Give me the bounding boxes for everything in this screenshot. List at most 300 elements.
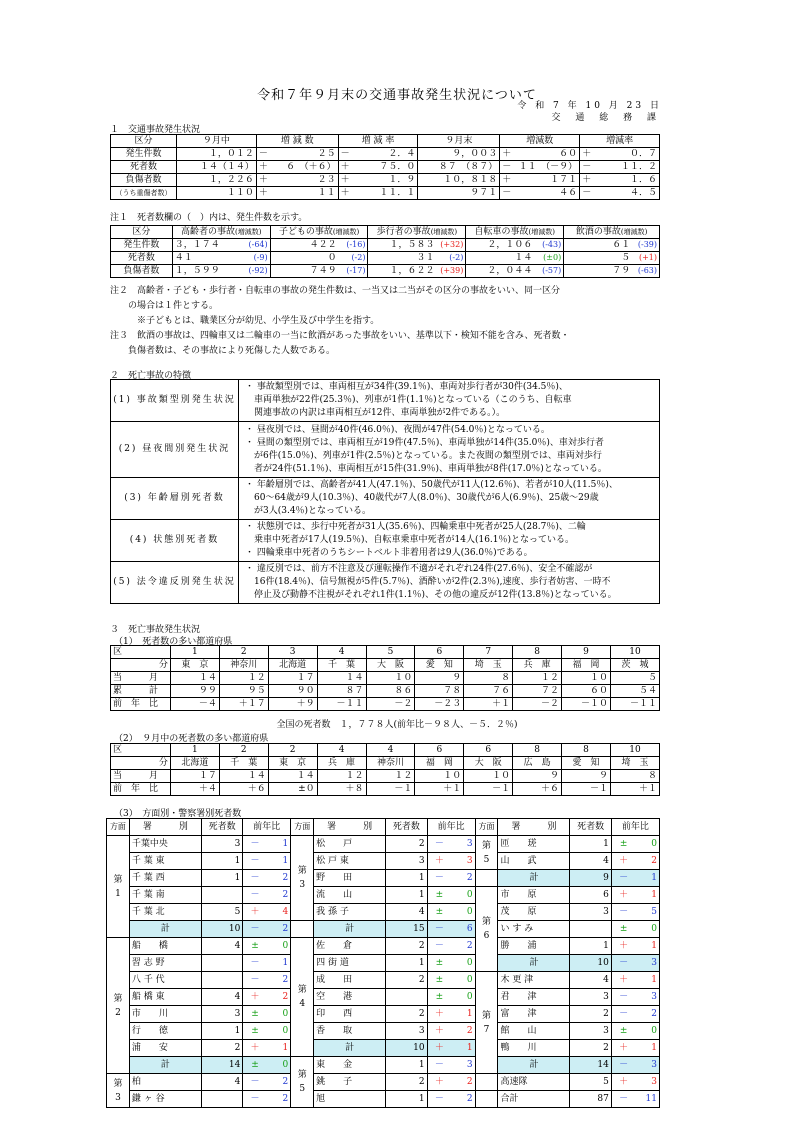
station-name: 計 [314, 1040, 386, 1057]
header-cell: 前年比 [611, 819, 659, 836]
value-cell: １２ [513, 672, 562, 685]
category-value: ２，１０６ [487, 240, 533, 250]
category-diff: (+1) [638, 253, 657, 262]
value-cell: ＋１ [464, 698, 513, 711]
station-name: 茂 原 [498, 904, 570, 921]
sign: － [582, 162, 592, 172]
rank-cell: 8 [562, 744, 611, 757]
value: １．９ [388, 175, 416, 185]
station-diff-value: 0 [451, 887, 475, 904]
station-deaths: 2 [570, 1006, 611, 1023]
value-cell: １０ [415, 770, 464, 783]
station-diff-sign: － [611, 904, 635, 921]
september-diff [256, 161, 338, 174]
station-diff-sign: ± [611, 921, 635, 938]
september-value: １１０ [176, 187, 256, 200]
prefecture-row [111, 659, 660, 672]
header-main: 歩行者の事故 [376, 227, 431, 237]
category-value: ０ [327, 253, 337, 263]
category-cell [466, 265, 564, 278]
sign: ＋ [582, 149, 592, 159]
category-cell [466, 239, 564, 252]
value-cell: １２ [366, 770, 415, 783]
station-name: 東 金 [314, 1057, 386, 1074]
value-row [111, 685, 660, 698]
category-cell [564, 252, 660, 265]
sign: － [340, 149, 350, 159]
station-diff-sign: ＋ [611, 1040, 635, 1057]
station-row [107, 972, 660, 989]
station-diff-sign: － [243, 836, 267, 853]
category-diff: (-92) [248, 266, 268, 275]
station-name: 千 葉 西 [129, 870, 201, 887]
value-cell: １２ [317, 770, 366, 783]
station-name: 松 戸 [314, 836, 386, 853]
rank-cell: 8 [513, 646, 562, 659]
station-diff-sign: － [611, 955, 635, 972]
feature-line: が6件(15.0％)、列車が1件(2.5％)となっている。また夜間の類型別では、車両対歩行 [245, 450, 602, 461]
station-diff-value: 0 [451, 972, 475, 989]
station-diff-value: 1 [451, 1040, 475, 1057]
rank-cell: 6 [415, 744, 464, 757]
station-diff-value: 2 [451, 938, 475, 955]
prefecture-cell: 北海道 [268, 659, 317, 672]
feature-line: ・ 違反別では、前方不注意及び運転操作不適がそれぞれ24件(27.6％)、安全不確認が [245, 564, 593, 574]
station-name: 計 [498, 1057, 570, 1074]
value-cell: １７ [170, 770, 219, 783]
category-diff: (+32) [440, 240, 464, 249]
station-diff-sign: ＋ [427, 1006, 451, 1023]
station-deaths: 1 [570, 938, 611, 955]
station-name: 松 戸 東 [314, 853, 386, 870]
value-cell: －１１ [610, 698, 659, 711]
area-cell [107, 836, 130, 938]
station-diff-value: 0 [267, 938, 291, 955]
value-cell: －１１ [317, 698, 366, 711]
feature-label: (3) 年齢層別死者数 [111, 478, 239, 520]
value-label: 当 月 [111, 770, 171, 783]
header-cell: 方面 [107, 819, 130, 836]
station-name: 佐 倉 [314, 938, 386, 955]
prefecture-cell: 東 京 [268, 757, 317, 770]
header-cell: 増 減 率 [338, 135, 418, 148]
station-row [107, 989, 660, 1006]
september-diff [256, 187, 338, 200]
station-name: 習 志 野 [129, 955, 201, 972]
station-deaths: 1 [570, 836, 611, 853]
prefecture-cell: 兵 庫 [317, 757, 366, 770]
station-deaths: 2 [386, 938, 427, 955]
station-diff-sign: － [611, 989, 635, 1006]
station-diff-value: 1 [635, 1040, 659, 1057]
station-deaths [201, 1091, 242, 1108]
station-deaths: 1 [201, 870, 242, 887]
header-main: 高齢者の事故 [180, 227, 235, 237]
station-name: 行 徳 [129, 1023, 201, 1040]
table-header-row [111, 226, 660, 239]
value-label: 累 計 [111, 685, 171, 698]
value: １１．２ [620, 162, 657, 172]
header-cell: 増減数 [500, 135, 580, 148]
area-cell [291, 938, 314, 1057]
total-value: １０，８１８ [418, 174, 500, 187]
value-cell: ＋１ [610, 783, 659, 796]
table-row [111, 187, 660, 200]
station-diff-sign: ＋ [243, 904, 267, 921]
prefecture-cell: 福 岡 [562, 659, 611, 672]
rank-row [111, 646, 660, 659]
station-diff-sign: ＋ [243, 989, 267, 1006]
station-diff-sign: － [611, 1006, 635, 1023]
category-cell [172, 239, 270, 252]
category-value: ２，０４４ [487, 266, 533, 276]
prefecture-cell: 神奈川 [366, 757, 415, 770]
station-deaths: 2 [386, 1074, 427, 1091]
feature-line: 60～64歳が9人(10.3％)、40歳代が7人(8.0％)、30歳代が6人(6.9％)、25歳～29歳 [245, 493, 599, 503]
station-name: 市 川 [129, 1006, 201, 1023]
prefecture-cell: 神奈川 [219, 659, 268, 672]
feature-text [239, 478, 660, 520]
station-name: 銚 子 [314, 1074, 386, 1091]
category-value: １，６２２ [389, 266, 435, 276]
station-diff-sign: － [611, 1091, 635, 1108]
category-cell [368, 239, 466, 252]
station-diff-value: 0 [267, 1057, 291, 1074]
september-diff [256, 148, 338, 161]
value-cell: ５ [610, 672, 659, 685]
station-deaths: 6 [570, 887, 611, 904]
category-value: ４１ [174, 253, 193, 263]
station-deaths: 3 [201, 836, 242, 853]
header-cell [368, 226, 466, 239]
station-diff-sign: ＋ [611, 938, 635, 955]
category-diff: (-2) [449, 253, 464, 262]
feature-line: 乗車中死者が17人(19.5％)、自転車乗車中死者が14人(16.1％)となっている。 [245, 535, 575, 545]
september-value: １４（１４） [176, 161, 256, 174]
station-diff-value: 1 [267, 955, 291, 972]
area-cell [291, 836, 314, 921]
station-diff-value: 2 [267, 870, 291, 887]
feature-line: ・ 年齢層別では、高齢者が41人(47.1％)、50歳代が11人(12.6％)、若者が10人(11.5％)、 [245, 480, 618, 490]
station-row [107, 904, 660, 921]
sign: ＋ [258, 188, 268, 198]
station-row [107, 1074, 660, 1091]
station-diff-sign: － [243, 1091, 267, 1108]
feature-line: ・ 昼夜別では、昼間が40件(46.0％)、夜間が47件(54.0％)となっている。 [245, 424, 550, 435]
category-diff: (-57) [542, 266, 562, 275]
value-row [111, 698, 660, 711]
feature-row [111, 478, 660, 520]
area-cell [291, 1057, 314, 1108]
value-cell: －１ [464, 783, 513, 796]
note3-line1: 注３ 飲酒の事故は、四輪車又は二輪車の一当に飲酒があった事故をいい、基準以下・検知不能を含み、死者数・ [110, 331, 570, 341]
station-name: 我 孫 子 [314, 904, 386, 921]
header-cell: ９月中 [176, 135, 256, 148]
header-main: 区分 [132, 227, 151, 237]
category-cell [368, 265, 466, 278]
prefecture-cell: 兵 庫 [513, 659, 562, 672]
feature-label: (2) 昼夜間別発生状況 [111, 422, 239, 478]
accident-category-table [110, 225, 660, 278]
area-cell [291, 921, 314, 938]
category-cell [466, 252, 564, 265]
area-label: 第 7 [482, 1010, 492, 1035]
station-diff-value: 3 [635, 955, 659, 972]
station-name: 成 田 [314, 972, 386, 989]
category-cell [270, 239, 368, 252]
station-diff-value: 0 [267, 1006, 291, 1023]
table-header-row [111, 135, 660, 148]
header-cell: 署 別 [314, 819, 386, 836]
value: １１ （－９） [518, 162, 578, 172]
station-deaths: 87 [570, 1091, 611, 1108]
value-cell: ７６ [464, 685, 513, 698]
station-diff-sign: － [427, 938, 451, 955]
prefecture-cell: 埼 玉 [610, 757, 659, 770]
value-cell: ＋１ [415, 783, 464, 796]
row-label: 発生件数 [111, 239, 173, 252]
sign: ＋ [502, 175, 512, 185]
station-row [107, 938, 660, 955]
value-cell: ６０ [562, 685, 611, 698]
header-cell: 署 別 [498, 819, 570, 836]
total-diff [500, 148, 580, 161]
station-diff-sign: － [243, 972, 267, 989]
header-cell [564, 226, 660, 239]
feature-text [239, 422, 660, 478]
value-cell: １０ [464, 770, 513, 783]
station-deaths: 3 [570, 989, 611, 1006]
value-cell: ９５ [219, 685, 268, 698]
station-name: 千 葉 東 [129, 853, 201, 870]
value: ６ （＋６） [286, 162, 336, 172]
value: ２５ [317, 149, 336, 159]
station-deaths: 4 [386, 904, 427, 921]
september-diff [256, 174, 338, 187]
value-cell: １４ [317, 672, 366, 685]
station-deaths [201, 955, 242, 972]
station-diff-value: 3 [451, 1057, 475, 1074]
note3-line2: 負傷者数は、その事故により死傷した人数である。 [110, 346, 336, 356]
station-name: い す み [498, 921, 570, 938]
station-deaths: 15 [386, 921, 427, 938]
feature-text [239, 562, 660, 604]
value-cell: １４ [219, 770, 268, 783]
station-diff-sign: － [243, 955, 267, 972]
national-deaths: 全国の死者数 １，７７８人(前年比－９８人、－５．２％) [276, 720, 518, 730]
station-name: 香 取 [314, 1023, 386, 1040]
september-value: １，２２６ [176, 174, 256, 187]
category-cell [172, 265, 270, 278]
station-name: 浦 安 [129, 1040, 201, 1057]
category-cell [564, 265, 660, 278]
area-label: 第 5 [297, 1070, 307, 1094]
station-deaths: 1 [201, 853, 242, 870]
header-cell [172, 226, 270, 239]
station-deaths: 4 [570, 853, 611, 870]
category-diff: (-2) [351, 253, 366, 262]
feature-text [239, 380, 660, 422]
station-name: 柏 [129, 1074, 201, 1091]
category-value: ７９ [612, 266, 631, 276]
feature-line: 16件(18.4％)、信号無視が5件(5.7％)、酒酔いが2件(2.3％),速度、歩行者妨害、一時不 [245, 577, 611, 587]
station-diff-value: 1 [267, 836, 291, 853]
header-cell: 死者数 [201, 819, 242, 836]
subsection3-1-heading: （1） 死者数の多い都道府県 [114, 637, 233, 647]
value: ４６ [559, 188, 578, 198]
prefecture-cell: 広 島 [513, 757, 562, 770]
station-deaths: 10 [201, 921, 242, 938]
station-diff-value: 1 [635, 870, 659, 887]
notes-block [110, 284, 670, 359]
header-sub: (増減数) [620, 228, 648, 236]
station-diff-value: 1 [451, 1006, 475, 1023]
september-rate [338, 148, 418, 161]
prefecture-cell: 茨 城 [610, 659, 659, 672]
station-diff-value: 2 [267, 1091, 291, 1108]
feature-line: ・ 状態別では、歩行中死者が31人(35.6％)、四輪乗車中死者が25人(28.7％)、二輪 [245, 522, 586, 532]
station-diff-value: 5 [635, 904, 659, 921]
value-cell: ＋４ [170, 783, 219, 796]
station-deaths: 9 [570, 870, 611, 887]
value-label: 前 年 比 [111, 698, 171, 711]
category-diff: (-17) [346, 266, 366, 275]
station-deaths: 1 [386, 870, 427, 887]
category-diff: (-64) [248, 240, 268, 249]
header-cell: 方面 [291, 819, 314, 836]
september-rate [338, 161, 418, 174]
station-diff-value: 1 [635, 887, 659, 904]
rank-cell: 6 [464, 744, 513, 757]
value-row [111, 783, 660, 796]
station-diff-sign: ± [427, 887, 451, 904]
station-diff-value: 2 [451, 1074, 475, 1091]
station-name: 千葉中央 [129, 836, 201, 853]
station-diff-sign: － [427, 870, 451, 887]
feature-row [111, 520, 660, 562]
station-deaths: 3 [386, 1023, 427, 1040]
feature-line: が3人(3.4％)となっている。 [245, 506, 372, 516]
station-deaths: 2 [570, 1040, 611, 1057]
area-cell [107, 1074, 130, 1108]
station-deaths: 3 [386, 853, 427, 870]
category-value: ３，１７４ [174, 240, 220, 250]
area-label: 第 5 [482, 840, 492, 865]
rank-cell: 2 [219, 744, 268, 757]
value-cell: １０ [366, 672, 415, 685]
sign: ＋ [258, 175, 268, 185]
station-name: 船 橋 [129, 938, 201, 955]
station-row [107, 887, 660, 904]
rank-cell: 1 [170, 646, 219, 659]
total-value: ９７１ [418, 187, 500, 200]
rank-cell: 9 [562, 646, 611, 659]
prefecture-label: 分 [111, 757, 171, 770]
station-diff-sign: ± [243, 1023, 267, 1040]
category-value: １，５９９ [174, 266, 220, 276]
header-cell: 署 別 [129, 819, 201, 836]
sign: － [502, 162, 512, 172]
station-deaths [386, 989, 427, 1006]
value-cell: ９９ [170, 685, 219, 698]
value-row [111, 672, 660, 685]
category-value: ７４９ [309, 266, 337, 276]
station-deaths: 3 [570, 904, 611, 921]
station-diff-value: 2 [451, 870, 475, 887]
value-cell: ９ [513, 770, 562, 783]
area-label: 第 3 [113, 1078, 123, 1103]
station-name: 船 橋 東 [129, 989, 201, 1006]
station-diff-value: 6 [451, 921, 475, 938]
value: ０．７ [629, 149, 657, 159]
section3-heading: ３ 死亡事故発生状況 [110, 625, 201, 635]
row-label: 発生件数 [111, 148, 177, 161]
category-diff: (±0) [543, 253, 562, 262]
rank-cell: 4 [317, 646, 366, 659]
value-cell: １０ [562, 672, 611, 685]
station-row [107, 1006, 660, 1023]
value: ４．５ [629, 188, 657, 198]
rank-cell: 10 [610, 646, 659, 659]
category-value: ４２２ [309, 240, 337, 250]
station-diff-sign: ± [611, 1023, 635, 1040]
header-cell: ９月末 [418, 135, 500, 148]
rank-cell: 2 [268, 744, 317, 757]
prefecture-label: 分 [111, 659, 171, 672]
station-deaths: 1 [386, 955, 427, 972]
station-name: 勝 浦 [498, 938, 570, 955]
station-deaths: 10 [570, 955, 611, 972]
station-diff-sign: ± [243, 938, 267, 955]
prefecture-cell: 千 葉 [317, 659, 366, 672]
station-diff-value: 0 [635, 1023, 659, 1040]
station-diff-sign: ＋ [611, 972, 635, 989]
value-cell: －１０ [562, 698, 611, 711]
value-cell: ＋９ [268, 698, 317, 711]
station-diff-value: 1 [267, 1040, 291, 1057]
category-cell [270, 265, 368, 278]
feature-label: (5) 法令違反別発生状況 [111, 562, 239, 604]
total-rate [580, 187, 660, 200]
rank-cell: 4 [317, 744, 366, 757]
feature-line: 関連事故の内訳は車両相互が12件、車両単独が2件である。）。 [245, 408, 506, 418]
category-cell [368, 252, 466, 265]
station-diff-sign: ± [427, 955, 451, 972]
category-diff: (-43) [542, 240, 562, 249]
header-cell: 区分 [111, 135, 177, 148]
station-name: 合計 [498, 1091, 570, 1108]
station-diff-sign: － [611, 870, 635, 887]
station-deaths: 14 [570, 1057, 611, 1074]
category-diff: (-9) [253, 253, 268, 262]
total-diff [500, 174, 580, 187]
value: １１ [317, 188, 336, 198]
station-diff-value: 2 [451, 1091, 475, 1108]
prefecture-cell: 愛 知 [415, 659, 464, 672]
station-name: 八 千 代 [129, 972, 201, 989]
header-cell: 死者数 [570, 819, 611, 836]
header-sub: (増減数) [332, 228, 360, 236]
station-name: 匝 瑳 [498, 836, 570, 853]
header-sub: (増減数) [430, 228, 458, 236]
value-cell: ７８ [415, 685, 464, 698]
station-diff-value: 3 [451, 836, 475, 853]
sign: ＋ [582, 175, 592, 185]
header-sub: (増減数) [528, 228, 556, 236]
area-label: 第 1 [113, 874, 123, 899]
category-cell [172, 252, 270, 265]
station-diff-sign: － [427, 1057, 451, 1074]
